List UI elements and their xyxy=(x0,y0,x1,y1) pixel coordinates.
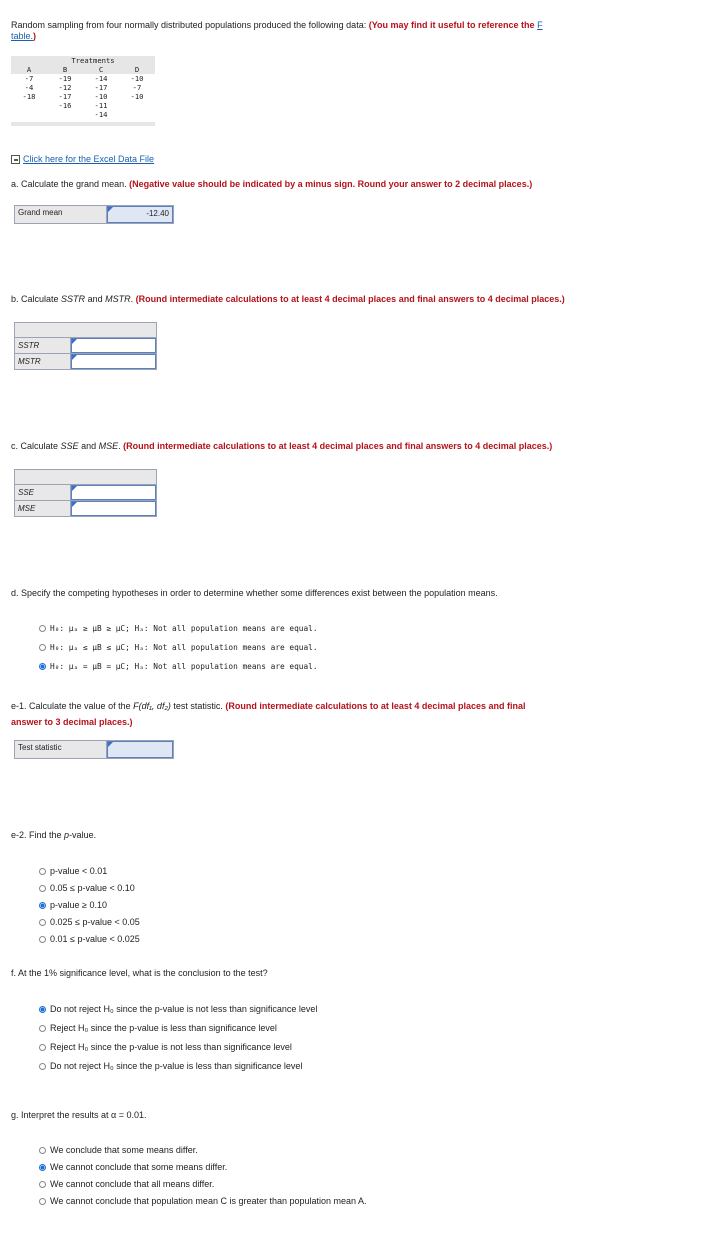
intro-note: (You may find it useful to reference the xyxy=(368,20,538,30)
interpret-option-3[interactable] xyxy=(39,1179,214,1189)
table-row xyxy=(11,101,155,110)
table-cell: -17 xyxy=(58,92,72,101)
part-d-question xyxy=(11,588,711,598)
part-f-label: f. xyxy=(11,968,17,978)
table-cell: -19 xyxy=(58,74,72,83)
radio-button-selected[interactable] xyxy=(39,1006,46,1013)
radio-button[interactable] xyxy=(39,868,46,875)
radio-button[interactable] xyxy=(39,1025,46,1032)
conclusion-option-1[interactable] xyxy=(39,1004,317,1014)
pvalue-option-4[interactable] xyxy=(39,917,140,927)
hypothesis-option-3[interactable] xyxy=(39,662,318,671)
option-label: Do not reject H₀ since the p-value is not less than significance level xyxy=(50,1004,318,1014)
part-b-term1: SSTR xyxy=(61,294,86,304)
table-cell: -17 xyxy=(94,83,108,92)
radio-button[interactable] xyxy=(39,644,46,651)
part-e1-question xyxy=(11,698,711,730)
pvalue-option-3[interactable] xyxy=(39,900,107,910)
table-row xyxy=(11,110,155,119)
option-label: 0.05 ≤ p-value < 0.10 xyxy=(50,883,135,893)
table-cell xyxy=(119,101,155,110)
part-b-text2: and xyxy=(85,294,106,304)
table-row xyxy=(11,74,155,83)
test-statistic-input[interactable] xyxy=(107,741,173,758)
table-cell: -4 xyxy=(24,83,34,92)
part-f-text: At the 1% significance level, what is the conclusion to the test? xyxy=(16,968,268,978)
option-label: H₀: μₐ ≥ μB ≥ μC; Hₐ: Not all population means are equal. xyxy=(50,624,318,633)
part-e1-stat: F(df₁, df₂) xyxy=(133,701,171,711)
part-b-term2: MSTR xyxy=(105,294,131,304)
option-label: Reject H₀ since the p-value is not less than significance level xyxy=(50,1042,292,1052)
part-b-instruction: (Round intermediate calculations to at least 4 decimal places and final answers to 4 decimal places.) xyxy=(135,294,565,304)
table-bottom-bar xyxy=(11,122,155,126)
part-d-text: Specify the competing hypotheses in order to determine whether some differences exist between the population means. xyxy=(18,588,498,598)
mstr-input[interactable] xyxy=(71,354,156,369)
part-e2-question xyxy=(11,830,96,840)
part-g-text: Interpret the results at α = 0.01. xyxy=(18,1110,147,1120)
part-c-term2: MSE xyxy=(98,441,119,451)
radio-button[interactable] xyxy=(39,919,46,926)
mse-label: MSE xyxy=(15,501,71,516)
table-cell xyxy=(47,110,83,119)
mstr-row xyxy=(15,354,156,369)
part-c-text2: and xyxy=(78,441,99,451)
grand-mean-label: Grand mean xyxy=(15,206,107,223)
header-c: C xyxy=(98,65,104,74)
table-caption: Treatments xyxy=(11,56,155,65)
table-cell: -11 xyxy=(94,101,108,110)
f-table-link-cont[interactable]: table. xyxy=(11,31,34,41)
header-a: A xyxy=(26,65,32,74)
interpret-option-1[interactable] xyxy=(39,1145,198,1155)
grid-header-row xyxy=(15,470,156,485)
table-cell: -7 xyxy=(24,74,34,83)
option-label: We cannot conclude that some means differ. xyxy=(50,1162,228,1172)
option-label: H₀: μₐ = μB = μC; Hₐ: Not all population means are equal. xyxy=(50,662,318,671)
excel-link-row[interactable] xyxy=(11,154,154,164)
part-e1-instruction2: answer to 3 decimal places.) xyxy=(11,717,133,727)
pvalue-option-1[interactable] xyxy=(39,866,107,876)
part-c-text3: . xyxy=(118,441,124,451)
part-e1-instruction1: (Round intermediate calculations to at least 4 decimal places and final xyxy=(225,701,526,711)
part-e1-label: e-1. xyxy=(11,701,27,711)
excel-file-icon xyxy=(11,155,20,164)
intro-text: Random sampling from four normally distributed populations produced the following data: xyxy=(11,20,369,30)
part-a-instruction: (Negative value should be indicated by a minus sign. Round your answer to 2 decimal places.) xyxy=(129,179,533,189)
conclusion-option-4[interactable] xyxy=(39,1061,302,1071)
sse-input[interactable] xyxy=(71,485,156,500)
table-cell xyxy=(11,101,47,110)
part-a-question xyxy=(11,179,711,189)
radio-button-selected[interactable] xyxy=(39,1164,46,1171)
part-g-question xyxy=(11,1110,147,1120)
sstr-row xyxy=(15,338,156,354)
option-label: H₀: μₐ ≤ μB ≤ μC; Hₐ: Not all population means are equal. xyxy=(50,643,318,652)
interpret-option-2[interactable] xyxy=(39,1162,227,1172)
mstr-label: MSTR xyxy=(15,354,71,369)
test-statistic-row xyxy=(14,740,174,759)
table-cell: -12 xyxy=(58,83,72,92)
table-cell xyxy=(119,110,155,119)
part-b-text3: . xyxy=(130,294,136,304)
grand-mean-row xyxy=(14,205,174,224)
option-label: We conclude that some means differ. xyxy=(50,1145,198,1155)
part-c-question xyxy=(11,441,711,451)
f-table-link[interactable]: F xyxy=(537,20,543,30)
part-g-label: g. xyxy=(11,1110,19,1120)
radio-button-selected[interactable] xyxy=(39,663,46,670)
part-a-text: Calculate the grand mean. xyxy=(18,179,130,189)
part-e2-label: e-2. xyxy=(11,830,27,840)
sse-row xyxy=(15,485,156,501)
pvalue-option-5[interactable] xyxy=(39,934,140,944)
conclusion-option-2[interactable] xyxy=(39,1023,277,1033)
interpret-option-4[interactable] xyxy=(39,1196,367,1206)
sstr-input[interactable] xyxy=(71,338,156,353)
part-c-text1: Calculate xyxy=(18,441,61,451)
table-cell: -14 xyxy=(94,74,108,83)
radio-button[interactable] xyxy=(39,625,46,632)
table-cell: -10 xyxy=(94,92,108,101)
sstr-label: SSTR xyxy=(15,338,71,353)
grand-mean-input[interactable]: -12.40 xyxy=(107,206,173,223)
option-label: Do not reject H₀ since the p-value is less than significance level xyxy=(50,1061,303,1071)
radio-button[interactable] xyxy=(39,1063,46,1070)
option-label: p-value ≥ 0.10 xyxy=(50,900,107,910)
sse-label: SSE xyxy=(15,485,71,500)
option-label: Reject H₀ since the p-value is less than significance level xyxy=(50,1023,277,1033)
table-cell: -18 xyxy=(22,92,36,101)
option-label: We cannot conclude that population mean C is greater than population mean A. xyxy=(50,1196,367,1206)
part-b-text1: Calculate xyxy=(18,294,62,304)
hypothesis-option-2[interactable] xyxy=(39,643,318,652)
excel-data-link[interactable]: Click here for the Excel Data File xyxy=(23,154,155,164)
header-d: D xyxy=(134,65,140,74)
table-cell: -7 xyxy=(132,83,142,92)
intro-note-end: ) xyxy=(33,31,37,41)
part-d-label: d. xyxy=(11,588,19,598)
table-row xyxy=(11,92,155,101)
mse-row xyxy=(15,501,156,516)
part-b-label: b. xyxy=(11,294,19,304)
part-e1-text1: Calculate the value of the xyxy=(26,701,134,711)
part-c-instruction: (Round intermediate calculations to at least 4 decimal places and final answers to 4 decimal places.) xyxy=(123,441,553,451)
table-header-row xyxy=(11,65,155,74)
conclusion-option-3[interactable] xyxy=(39,1042,292,1052)
test-statistic-label: Test statistic xyxy=(15,741,107,758)
header-b: B xyxy=(62,65,68,74)
radio-button-selected[interactable] xyxy=(39,902,46,909)
part-e1-text2: test statistic. xyxy=(170,701,226,711)
radio-button[interactable] xyxy=(39,1044,46,1051)
part-c-term1: SSE xyxy=(60,441,79,451)
mse-input[interactable] xyxy=(71,501,156,516)
intro-paragraph xyxy=(11,20,711,42)
option-label: 0.01 ≤ p-value < 0.025 xyxy=(50,934,140,944)
pvalue-option-2[interactable] xyxy=(39,883,135,893)
option-label: We cannot conclude that all means differ. xyxy=(50,1179,215,1189)
table-cell: -10 xyxy=(130,92,144,101)
option-label: p-value < 0.01 xyxy=(50,866,108,876)
table-cell: -14 xyxy=(94,110,108,119)
part-b-question xyxy=(11,294,711,304)
part-a-label: a. xyxy=(11,179,19,189)
table-row xyxy=(11,83,155,92)
part-e2-text2: -value. xyxy=(69,830,97,840)
option-label: 0.025 ≤ p-value < 0.05 xyxy=(50,917,140,927)
part-f-question xyxy=(11,968,268,978)
radio-button[interactable] xyxy=(39,885,46,892)
table-cell: -10 xyxy=(130,74,144,83)
radio-button[interactable] xyxy=(39,1147,46,1154)
radio-button[interactable] xyxy=(39,1181,46,1188)
sse-mse-grid xyxy=(14,469,157,517)
part-c-label: c. xyxy=(11,441,19,451)
radio-button[interactable] xyxy=(39,936,46,943)
part-e2-term: p xyxy=(64,830,70,840)
radio-button[interactable] xyxy=(39,1198,46,1205)
sstr-mstr-grid xyxy=(14,322,157,370)
hypothesis-option-1[interactable] xyxy=(39,624,318,633)
data-table xyxy=(11,56,155,126)
part-e2-text1: Find the xyxy=(26,830,65,840)
table-cell: -16 xyxy=(58,101,72,110)
table-cell xyxy=(11,110,47,119)
grid-header-row xyxy=(15,323,156,338)
